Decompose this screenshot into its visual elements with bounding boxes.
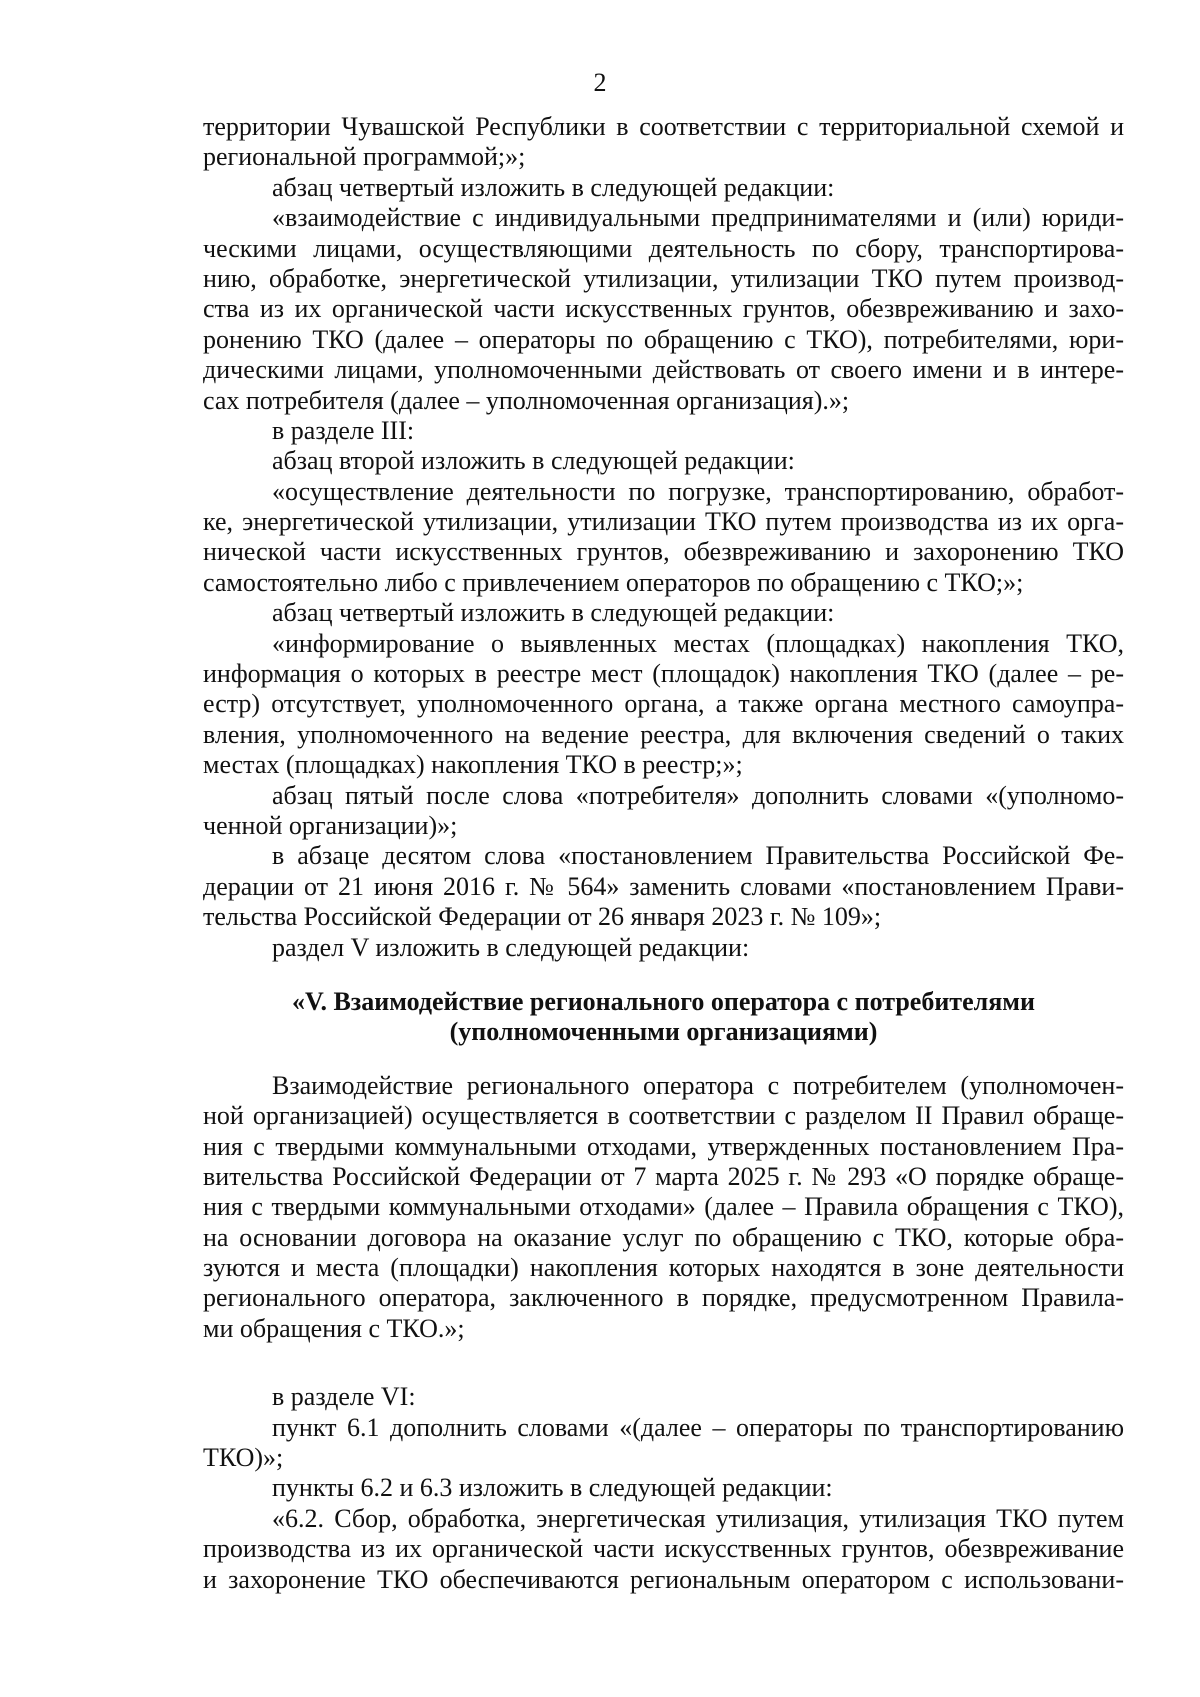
paragraph-quote	[203, 629, 1124, 781]
text-line: самостоятельно либо с привлечением операторов по обращению с ТКО;»;	[203, 567, 1024, 597]
text-line: раздел V изложить в следующей редакции:	[272, 932, 750, 962]
text-line: абзац четвертый изложить в следующей редакции:	[272, 598, 835, 628]
text-line: естр) отсутствует, уполномоченного органа, а также органа местного самоупра-	[203, 689, 1124, 719]
text-line: пункт 6.1 дополнить словами «(далее – операторы по транспортированию	[272, 1412, 1124, 1442]
text-line: ческими лицами, осуществляющими деятельность по сбору, транспортирова-	[203, 233, 1124, 263]
text-line: вительства Российской Федерации от 7 марта 2025 г. № 293 «О порядке обраще-	[203, 1161, 1124, 1191]
paragraph-section-body	[203, 1071, 1124, 1345]
text-line: ной организацией) осуществляется в соответствии с разделом II Правил обраще-	[203, 1101, 1124, 1131]
spacer	[203, 963, 1124, 987]
text-line: ства из их органической части искусственных грунтов, обезвреживанию и захо-	[203, 294, 1124, 324]
paragraph-instruction	[203, 173, 1124, 203]
text-line: «осуществление деятельности по погрузке, транспортированию, обработ-	[272, 476, 1124, 506]
text-line: в абзаце десятом слова «постановлением Правительства Российской Фе-	[272, 841, 1124, 871]
text-line: зуются и места (площадки) накопления которых находятся в зоне деятельности	[203, 1253, 1124, 1283]
spacer	[203, 1344, 1124, 1382]
paragraph-instruction	[203, 933, 1124, 963]
text-line: ронению ТКО (далее – операторы по обращению с ТКО), потребителями, юри-	[203, 324, 1124, 354]
text-line: пункты 6.2 и 6.3 изложить в следующей редакции:	[272, 1473, 833, 1503]
text-line: абзац четвертый изложить в следующей редакции:	[272, 172, 835, 202]
text-line: ми обращения с ТКО.»;	[203, 1313, 465, 1343]
text-line: вления, уполномоченного на ведение реестра, для включения сведений о таких	[203, 719, 1124, 749]
text-line: региональной программой;»;	[203, 142, 526, 172]
paragraph-continuation	[203, 112, 1124, 173]
text-line: ТКО)»;	[203, 1443, 284, 1473]
text-line: дерации от 21 июня 2016 г. № 564» заменить словами «постановлением Прави-	[203, 871, 1124, 901]
text-line: производства из их органической части искусственных грунтов, обезвреживание	[203, 1534, 1124, 1564]
text-line: территории Чувашской Республики в соответствии с территориальной схемой и	[203, 112, 1124, 141]
page-number: 2	[593, 68, 607, 97]
text-line: в разделе VI:	[272, 1382, 416, 1412]
spacer	[203, 1048, 1124, 1071]
text-line: дическими лицами, уполномоченными действовать от своего имени и в интере-	[203, 355, 1124, 385]
paragraph-instruction	[203, 1473, 1124, 1503]
text-line: тельства Российской Федерации от 26 января 2023 г. № 109»;	[203, 902, 882, 932]
text-line: (уполномоченными организациями)	[449, 1017, 878, 1047]
text-line: ния с твердыми коммунальными отходами» (далее – Правила обращения с ТКО),	[203, 1192, 1124, 1222]
text-line: нической части искусственных грунтов, обезвреживанию и захоронению ТКО	[203, 537, 1124, 567]
text-line: нию, обработке, энергетической утилизации, утилизации ТКО путем производ-	[203, 263, 1124, 293]
text-line: ченной организации)»;	[203, 810, 458, 840]
text-line: «взаимодействие с индивидуальными предпринимателями и (или) юриди-	[272, 203, 1124, 233]
document-body	[203, 112, 1124, 1595]
paragraph-instruction	[203, 598, 1124, 628]
paragraph-instruction	[203, 1413, 1124, 1474]
text-line: сах потребителя (далее – уполномоченная организация).»;	[203, 385, 850, 415]
text-line: «6.2. Сбор, обработка, энергетическая утилизация, утилизация ТКО путем	[272, 1503, 1124, 1533]
text-line: абзац второй изложить в следующей редакции:	[272, 446, 795, 476]
text-line: ке, энергетической утилизации, утилизации ТКО путем производства из их орга-	[203, 507, 1124, 537]
text-line: местах (площадках) накопления ТКО в реестр;»;	[203, 750, 743, 780]
paragraph-instruction	[203, 841, 1124, 932]
paragraph-quote	[203, 477, 1124, 599]
text-line: «V. Взаимодействие регионального оператора с потребителями	[292, 986, 1035, 1016]
paragraph-quote	[203, 203, 1124, 416]
text-line: и захоронение ТКО обеспечиваются региональным оператором с использовани-	[203, 1564, 1124, 1594]
paragraph-instruction	[203, 446, 1124, 476]
text-line: на основании договора на оказание услуг по обращению с ТКО, которые обра-	[203, 1222, 1124, 1252]
paragraph-instruction	[203, 781, 1124, 842]
text-line: регионального оператора, заключенного в порядке, предусмотренном Правила-	[203, 1283, 1124, 1313]
paragraph-instruction	[203, 1382, 1124, 1412]
text-line: «информирование о выявленных местах (площадках) накопления ТКО,	[272, 628, 1124, 658]
text-line: информация о которых в реестре мест (площадок) накопления ТКО (далее – ре-	[203, 659, 1124, 689]
text-line: ния с твердыми коммунальными отходами, утвержденных постановлением Пра-	[203, 1131, 1124, 1161]
section-heading	[203, 987, 1124, 1048]
text-line: в разделе III:	[272, 415, 415, 445]
text-line: абзац пятый после слова «потребителя» дополнить словами «(уполномо-	[272, 780, 1124, 810]
paragraph-quote	[203, 1504, 1124, 1595]
paragraph-instruction	[203, 416, 1124, 446]
text-line: Взаимодействие регионального оператора с потребителем (уполномочен-	[272, 1070, 1124, 1100]
